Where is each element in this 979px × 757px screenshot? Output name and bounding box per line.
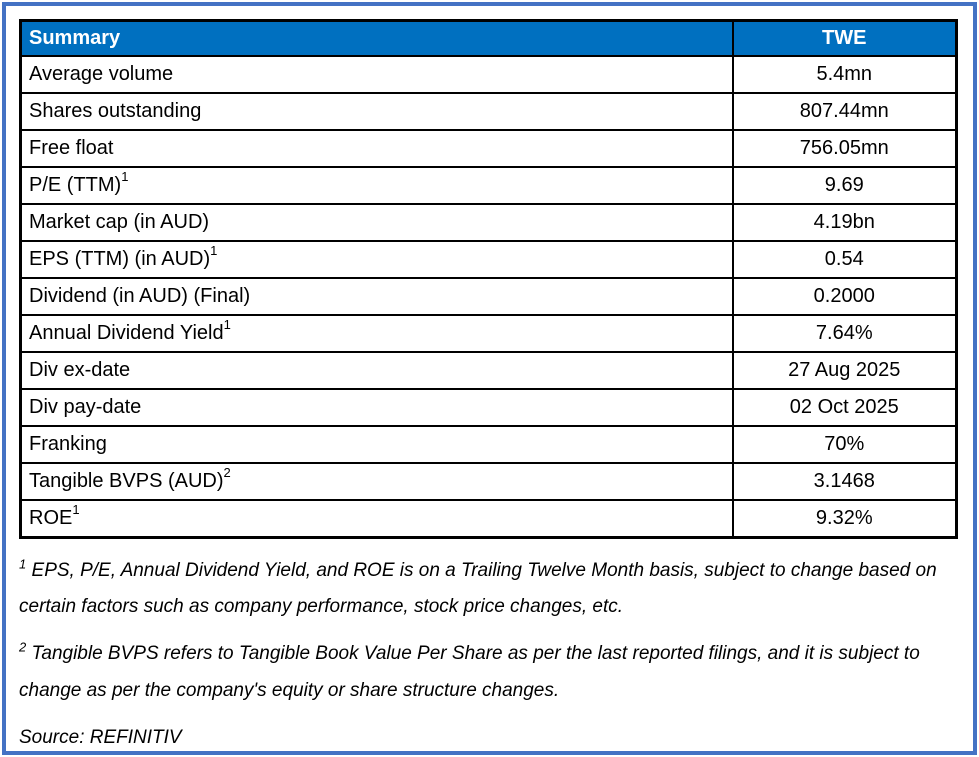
row-label-text: Annual Dividend Yield [29, 321, 224, 344]
row-value: 0.2000 [733, 278, 957, 315]
row-label-text: Free float [29, 136, 114, 159]
row-label-text: ROE [29, 506, 73, 529]
row-label-text: Market cap (in AUD) [29, 210, 210, 233]
table-row [21, 278, 957, 315]
footnote-2-text: Tangible BVPS refers to Tangible Book Value Per Share as per the last reported filings, and it is subject to change as per the company's equity or share structure changes. [19, 643, 920, 701]
outer-blue-frame [2, 2, 977, 755]
footnotes [19, 553, 957, 757]
row-label-text: EPS (TTM) (in AUD) [29, 247, 211, 270]
row-value: 3.1468 [733, 463, 957, 500]
table-row [21, 167, 957, 204]
footnote-marker: 1 [121, 168, 129, 184]
table-header-row [21, 21, 957, 56]
footnote-marker: 1 [223, 316, 231, 332]
row-label-text: Dividend (in AUD) (Final) [29, 284, 251, 307]
table-row [21, 204, 957, 241]
row-label-text: Franking [29, 432, 107, 455]
row-value: 70% [733, 426, 957, 463]
footnote-marker: 2 [223, 464, 231, 480]
header-summary: Summary [21, 21, 733, 56]
table-row [21, 389, 957, 426]
row-value: 9.32% [733, 500, 957, 538]
row-label [21, 56, 733, 93]
row-label [21, 130, 733, 167]
row-value: 807.44mn [733, 93, 957, 130]
row-label [21, 352, 733, 389]
row-value: 02 Oct 2025 [733, 389, 957, 426]
table-row [21, 426, 957, 463]
row-label [21, 204, 733, 241]
row-value: 5.4mn [733, 56, 957, 93]
row-label-text: Shares outstanding [29, 99, 202, 122]
row-label-text: Tangible BVPS (AUD) [29, 469, 224, 492]
row-label-text: Average volume [29, 62, 174, 85]
row-label-text: Div pay-date [29, 395, 142, 418]
row-label [21, 167, 733, 204]
row-label [21, 93, 733, 130]
table-row [21, 463, 957, 500]
row-label [21, 241, 733, 278]
row-value: 9.69 [733, 167, 957, 204]
row-label [21, 315, 733, 352]
row-label-text: Div ex-date [29, 358, 131, 381]
header-twe: TWE [733, 21, 957, 56]
table-row [21, 56, 957, 93]
row-value: 27 Aug 2025 [733, 352, 957, 389]
footnote-marker: 1 [210, 242, 218, 258]
row-label [21, 389, 733, 426]
row-label [21, 500, 733, 538]
row-value: 7.64% [733, 315, 957, 352]
footnote-1-text: EPS, P/E, Annual Dividend Yield, and ROE is on a Trailing Twelve Month basis, subject to change based on certain factors such as company performance, stock price changes, etc. [19, 559, 937, 617]
table-row [21, 500, 957, 538]
row-label-text: P/E (TTM) [29, 173, 122, 196]
row-label [21, 463, 733, 500]
footnote-1 [19, 553, 957, 626]
table-row [21, 93, 957, 130]
row-label [21, 278, 733, 315]
table-row [21, 315, 957, 352]
source-text-value: Source: REFINITIV [19, 727, 182, 749]
row-value: 0.54 [733, 241, 957, 278]
source-text [19, 720, 957, 756]
summary-table [19, 19, 958, 539]
row-label [21, 426, 733, 463]
footnote-1-marker: 1 [19, 556, 27, 572]
table-row [21, 241, 957, 278]
footnote-2-marker: 2 [19, 640, 27, 656]
row-value: 4.19bn [733, 204, 957, 241]
footnote-marker: 1 [72, 501, 80, 517]
row-value: 756.05mn [733, 130, 957, 167]
footnote-2 [19, 636, 957, 709]
table-row [21, 130, 957, 167]
table-row [21, 352, 957, 389]
